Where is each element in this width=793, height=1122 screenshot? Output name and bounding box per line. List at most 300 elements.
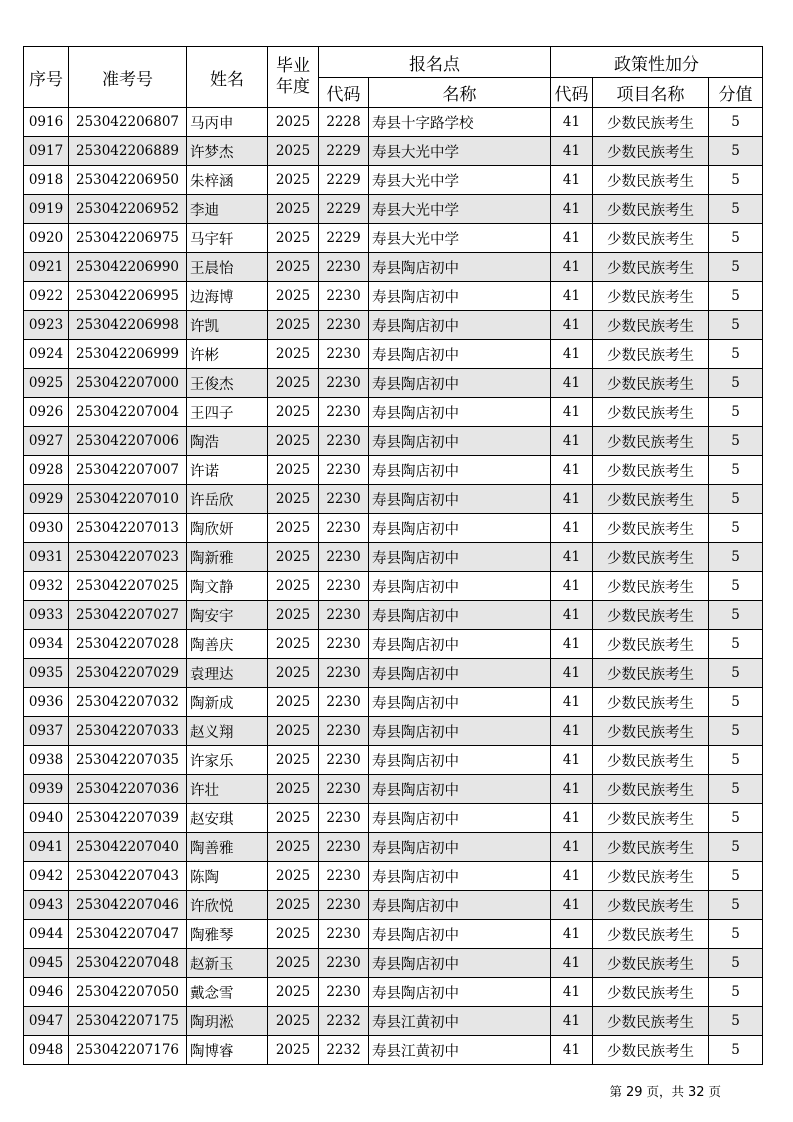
cell-site-code: 2230 [319,630,369,659]
cell-policy-code: 41 [551,485,593,514]
cell-seq: 0948 [24,1036,69,1065]
cell-exam-no: 253042207027 [69,601,187,630]
footer-prefix: 第 [609,1084,626,1099]
table-row [24,572,763,601]
cell-exam-no: 253042207047 [69,920,187,949]
cell-site-name: 寿县陶店初中 [369,514,551,543]
cell-policy-item: 少数民族考生 [593,920,709,949]
table-row [24,195,763,224]
cell-policy-item: 少数民族考生 [593,572,709,601]
cell-seq: 0922 [24,282,69,311]
cell-policy-code: 41 [551,659,593,688]
cell-name: 马丙申 [187,108,268,137]
cell-site-name: 寿县陶店初中 [369,282,551,311]
policy-bonus-table [23,46,763,1065]
cell-site-code: 2229 [319,137,369,166]
cell-grad-year: 2025 [268,398,319,427]
cell-seq: 0924 [24,340,69,369]
cell-site-name: 寿县陶店初中 [369,659,551,688]
cell-site-name: 寿县陶店初中 [369,369,551,398]
header-grad-year-line1: 毕业 [276,56,310,76]
table-row [24,746,763,775]
cell-seq: 0939 [24,775,69,804]
cell-site-name: 寿县陶店初中 [369,891,551,920]
cell-policy-score: 5 [709,340,763,369]
cell-site-code: 2230 [319,949,369,978]
cell-site-name: 寿县陶店初中 [369,630,551,659]
cell-site-code: 2230 [319,775,369,804]
cell-site-name: 寿县陶店初中 [369,746,551,775]
cell-seq: 0916 [24,108,69,137]
cell-grad-year: 2025 [268,659,319,688]
cell-site-code: 2230 [319,456,369,485]
cell-grad-year: 2025 [268,862,319,891]
cell-grad-year: 2025 [268,1036,319,1065]
cell-exam-no: 253042206990 [69,253,187,282]
cell-policy-score: 5 [709,543,763,572]
cell-site-name: 寿县大光中学 [369,137,551,166]
cell-name: 戴念雪 [187,978,268,1007]
cell-policy-score: 5 [709,398,763,427]
cell-policy-item: 少数民族考生 [593,253,709,282]
cell-name: 许凯 [187,311,268,340]
cell-seq: 0933 [24,601,69,630]
cell-policy-code: 41 [551,920,593,949]
cell-policy-item: 少数民族考生 [593,311,709,340]
cell-policy-code: 41 [551,833,593,862]
cell-site-code: 2232 [319,1007,369,1036]
cell-policy-code: 41 [551,688,593,717]
table-row [24,311,763,340]
cell-exam-no: 253042207043 [69,862,187,891]
table-row [24,427,763,456]
cell-grad-year: 2025 [268,108,319,137]
cell-seq: 0940 [24,804,69,833]
cell-grad-year: 2025 [268,137,319,166]
cell-policy-score: 5 [709,137,763,166]
cell-grad-year: 2025 [268,543,319,572]
cell-grad-year: 2025 [268,282,319,311]
cell-name: 许家乐 [187,746,268,775]
cell-policy-score: 5 [709,166,763,195]
cell-grad-year: 2025 [268,1007,319,1036]
table-row [24,456,763,485]
cell-policy-score: 5 [709,282,763,311]
cell-name: 李迪 [187,195,268,224]
cell-site-name: 寿县陶店初中 [369,833,551,862]
cell-policy-item: 少数民族考生 [593,630,709,659]
header-policy-code: 代码 [551,78,593,108]
cell-name: 许壮 [187,775,268,804]
cell-site-code: 2230 [319,427,369,456]
cell-site-code: 2229 [319,166,369,195]
cell-name: 马宇轩 [187,224,268,253]
cell-seq: 0929 [24,485,69,514]
table-row [24,891,763,920]
cell-site-code: 2230 [319,688,369,717]
cell-grad-year: 2025 [268,630,319,659]
cell-name: 陶雅琴 [187,920,268,949]
cell-exam-no: 253042207039 [69,804,187,833]
cell-policy-item: 少数民族考生 [593,282,709,311]
cell-grad-year: 2025 [268,601,319,630]
cell-policy-item: 少数民族考生 [593,456,709,485]
cell-seq: 0943 [24,891,69,920]
cell-grad-year: 2025 [268,572,319,601]
table-row [24,601,763,630]
cell-site-name: 寿县陶店初中 [369,775,551,804]
cell-site-code: 2230 [319,543,369,572]
cell-policy-code: 41 [551,195,593,224]
cell-exam-no: 253042207046 [69,891,187,920]
cell-site-name: 寿县陶店初中 [369,949,551,978]
cell-site-code: 2228 [319,108,369,137]
cell-name: 陶善庆 [187,630,268,659]
cell-policy-code: 41 [551,978,593,1007]
cell-policy-code: 41 [551,369,593,398]
cell-policy-score: 5 [709,224,763,253]
cell-name: 陶玥淞 [187,1007,268,1036]
cell-name: 陶新雅 [187,543,268,572]
cell-site-name: 寿县陶店初中 [369,978,551,1007]
cell-seq: 0926 [24,398,69,427]
table-row [24,108,763,137]
cell-policy-score: 5 [709,688,763,717]
cell-grad-year: 2025 [268,485,319,514]
cell-site-code: 2230 [319,804,369,833]
cell-grad-year: 2025 [268,746,319,775]
cell-site-name: 寿县陶店初中 [369,572,551,601]
footer-total-pages: 32 [687,1085,705,1100]
cell-site-code: 2230 [319,369,369,398]
cell-exam-no: 253042206998 [69,311,187,340]
header-site-code: 代码 [319,78,369,108]
table-row [24,949,763,978]
cell-seq: 0945 [24,949,69,978]
cell-site-code: 2230 [319,601,369,630]
cell-site-name: 寿县十字路学校 [369,108,551,137]
table-row [24,224,763,253]
cell-site-code: 2230 [319,398,369,427]
cell-policy-score: 5 [709,978,763,1007]
cell-seq: 0944 [24,920,69,949]
cell-policy-code: 41 [551,311,593,340]
cell-grad-year: 2025 [268,253,319,282]
cell-policy-item: 少数民族考生 [593,514,709,543]
cell-policy-item: 少数民族考生 [593,601,709,630]
cell-policy-code: 41 [551,775,593,804]
table-row [24,862,763,891]
cell-policy-score: 5 [709,456,763,485]
cell-seq: 0928 [24,456,69,485]
header-exam-no: 准考号 [69,47,187,108]
cell-policy-score: 5 [709,746,763,775]
cell-site-name: 寿县陶店初中 [369,601,551,630]
cell-name: 许欣悦 [187,891,268,920]
cell-seq: 0920 [24,224,69,253]
cell-site-code: 2230 [319,920,369,949]
cell-policy-score: 5 [709,659,763,688]
cell-grad-year: 2025 [268,688,319,717]
cell-policy-code: 41 [551,398,593,427]
cell-seq: 0931 [24,543,69,572]
table-row [24,398,763,427]
cell-exam-no: 253042207040 [69,833,187,862]
cell-policy-score: 5 [709,804,763,833]
header-site-group: 报名点 [319,47,551,78]
cell-seq: 0918 [24,166,69,195]
cell-seq: 0923 [24,311,69,340]
cell-name: 许彬 [187,340,268,369]
cell-grad-year: 2025 [268,804,319,833]
cell-site-name: 寿县江黄初中 [369,1007,551,1036]
cell-site-name: 寿县陶店初中 [369,340,551,369]
cell-site-name: 寿县陶店初中 [369,543,551,572]
header-name: 姓名 [187,47,268,108]
cell-policy-item: 少数民族考生 [593,891,709,920]
cell-exam-no: 253042207007 [69,456,187,485]
cell-policy-item: 少数民族考生 [593,833,709,862]
cell-policy-item: 少数民族考生 [593,340,709,369]
cell-grad-year: 2025 [268,978,319,1007]
cell-exam-no: 253042207004 [69,398,187,427]
cell-seq: 0937 [24,717,69,746]
cell-name: 陶文静 [187,572,268,601]
cell-site-name: 寿县陶店初中 [369,920,551,949]
cell-policy-item: 少数民族考生 [593,485,709,514]
table-row [24,543,763,572]
table-row [24,253,763,282]
cell-policy-item: 少数民族考生 [593,224,709,253]
cell-exam-no: 253042207048 [69,949,187,978]
table-row [24,369,763,398]
cell-policy-code: 41 [551,949,593,978]
cell-name: 陶善雅 [187,833,268,862]
cell-exam-no: 253042207032 [69,688,187,717]
cell-name: 陈陶 [187,862,268,891]
cell-exam-no: 253042207000 [69,369,187,398]
header-policy-item: 项目名称 [593,78,709,108]
cell-site-name: 寿县陶店初中 [369,688,551,717]
cell-name: 陶浩 [187,427,268,456]
cell-grad-year: 2025 [268,224,319,253]
cell-policy-item: 少数民族考生 [593,108,709,137]
cell-policy-score: 5 [709,485,763,514]
cell-exam-no: 253042207025 [69,572,187,601]
cell-policy-item: 少数民族考生 [593,746,709,775]
cell-policy-item: 少数民族考生 [593,688,709,717]
cell-policy-score: 5 [709,427,763,456]
cell-site-code: 2230 [319,311,369,340]
cell-policy-score: 5 [709,108,763,137]
cell-policy-item: 少数民族考生 [593,1036,709,1065]
cell-name: 王晨怡 [187,253,268,282]
cell-policy-item: 少数民族考生 [593,543,709,572]
table-row [24,340,763,369]
cell-exam-no: 253042207013 [69,514,187,543]
cell-name: 袁理达 [187,659,268,688]
cell-site-name: 寿县陶店初中 [369,804,551,833]
cell-exam-no: 253042206807 [69,108,187,137]
cell-exam-no: 253042207050 [69,978,187,1007]
footer-middle: 页，共 [642,1084,688,1099]
cell-site-code: 2230 [319,891,369,920]
cell-name: 赵安琪 [187,804,268,833]
cell-policy-item: 少数民族考生 [593,717,709,746]
cell-exam-no: 253042207033 [69,717,187,746]
cell-policy-code: 41 [551,108,593,137]
cell-site-code: 2230 [319,659,369,688]
cell-policy-item: 少数民族考生 [593,369,709,398]
cell-seq: 0919 [24,195,69,224]
cell-policy-code: 41 [551,891,593,920]
cell-policy-score: 5 [709,572,763,601]
page-footer [609,1082,721,1100]
cell-policy-score: 5 [709,630,763,659]
table-row [24,688,763,717]
cell-policy-score: 5 [709,775,763,804]
cell-name: 赵新玉 [187,949,268,978]
cell-site-code: 2230 [319,485,369,514]
table-row [24,137,763,166]
cell-site-name: 寿县陶店初中 [369,427,551,456]
cell-grad-year: 2025 [268,340,319,369]
cell-name: 王俊杰 [187,369,268,398]
cell-exam-no: 253042206995 [69,282,187,311]
cell-name: 许诺 [187,456,268,485]
header-policy-group: 政策性加分 [551,47,763,78]
cell-site-code: 2230 [319,717,369,746]
table-row [24,1007,763,1036]
cell-grad-year: 2025 [268,369,319,398]
cell-exam-no: 253042206889 [69,137,187,166]
cell-policy-score: 5 [709,920,763,949]
cell-policy-code: 41 [551,717,593,746]
table-row [24,1036,763,1065]
cell-site-code: 2230 [319,340,369,369]
cell-policy-score: 5 [709,862,763,891]
cell-site-code: 2230 [319,978,369,1007]
cell-site-name: 寿县陶店初中 [369,253,551,282]
table-row [24,659,763,688]
cell-seq: 0925 [24,369,69,398]
cell-seq: 0921 [24,253,69,282]
cell-policy-code: 41 [551,427,593,456]
cell-grad-year: 2025 [268,891,319,920]
cell-seq: 0936 [24,688,69,717]
cell-policy-code: 41 [551,543,593,572]
cell-site-code: 2230 [319,572,369,601]
cell-site-code: 2232 [319,1036,369,1065]
cell-site-code: 2229 [319,195,369,224]
cell-site-name: 寿县陶店初中 [369,485,551,514]
cell-seq: 0947 [24,1007,69,1036]
header-site-name: 名称 [369,78,551,108]
cell-policy-score: 5 [709,1007,763,1036]
table-row [24,717,763,746]
table-row [24,485,763,514]
cell-policy-score: 5 [709,949,763,978]
cell-policy-code: 41 [551,166,593,195]
cell-policy-score: 5 [709,833,763,862]
cell-exam-no: 253042207036 [69,775,187,804]
cell-site-code: 2230 [319,253,369,282]
cell-site-name: 寿县陶店初中 [369,398,551,427]
cell-name: 许梦杰 [187,137,268,166]
cell-policy-score: 5 [709,891,763,920]
cell-policy-code: 41 [551,1007,593,1036]
cell-site-name: 寿县江黄初中 [369,1036,551,1065]
cell-policy-item: 少数民族考生 [593,775,709,804]
cell-grad-year: 2025 [268,949,319,978]
cell-exam-no: 253042207176 [69,1036,187,1065]
cell-policy-code: 41 [551,862,593,891]
table-body [24,108,763,1065]
cell-seq: 0932 [24,572,69,601]
cell-policy-code: 41 [551,224,593,253]
table-row [24,282,763,311]
cell-grad-year: 2025 [268,311,319,340]
cell-seq: 0942 [24,862,69,891]
cell-exam-no: 253042207029 [69,659,187,688]
cell-policy-score: 5 [709,717,763,746]
cell-policy-item: 少数民族考生 [593,862,709,891]
table-row [24,920,763,949]
cell-grad-year: 2025 [268,514,319,543]
cell-exam-no: 253042207006 [69,427,187,456]
cell-policy-score: 5 [709,369,763,398]
cell-site-code: 2230 [319,282,369,311]
cell-site-code: 2230 [319,833,369,862]
cell-policy-item: 少数民族考生 [593,659,709,688]
cell-name: 赵义翔 [187,717,268,746]
footer-page-number: 29 [625,1085,643,1100]
table-row [24,630,763,659]
cell-grad-year: 2025 [268,195,319,224]
cell-policy-item: 少数民族考生 [593,1007,709,1036]
cell-name: 许岳欣 [187,485,268,514]
cell-policy-item: 少数民族考生 [593,166,709,195]
cell-policy-code: 41 [551,253,593,282]
cell-site-code: 2230 [319,862,369,891]
cell-seq: 0941 [24,833,69,862]
table-row [24,833,763,862]
cell-exam-no: 253042207175 [69,1007,187,1036]
cell-site-name: 寿县陶店初中 [369,862,551,891]
cell-policy-code: 41 [551,572,593,601]
cell-policy-item: 少数民族考生 [593,804,709,833]
cell-policy-code: 41 [551,804,593,833]
cell-site-name: 寿县陶店初中 [369,311,551,340]
cell-name: 朱梓涵 [187,166,268,195]
cell-policy-score: 5 [709,311,763,340]
cell-exam-no: 253042207023 [69,543,187,572]
cell-site-code: 2230 [319,746,369,775]
cell-policy-item: 少数民族考生 [593,195,709,224]
table-row [24,166,763,195]
cell-grad-year: 2025 [268,833,319,862]
table-row [24,978,763,1007]
cell-grad-year: 2025 [268,427,319,456]
cell-policy-code: 41 [551,746,593,775]
policy-bonus-table-container [23,46,762,1065]
header-seq: 序号 [24,47,69,108]
cell-policy-score: 5 [709,601,763,630]
cell-name: 陶博睿 [187,1036,268,1065]
cell-site-code: 2230 [319,514,369,543]
header-policy-score: 分值 [709,78,763,108]
cell-site-name: 寿县大光中学 [369,195,551,224]
